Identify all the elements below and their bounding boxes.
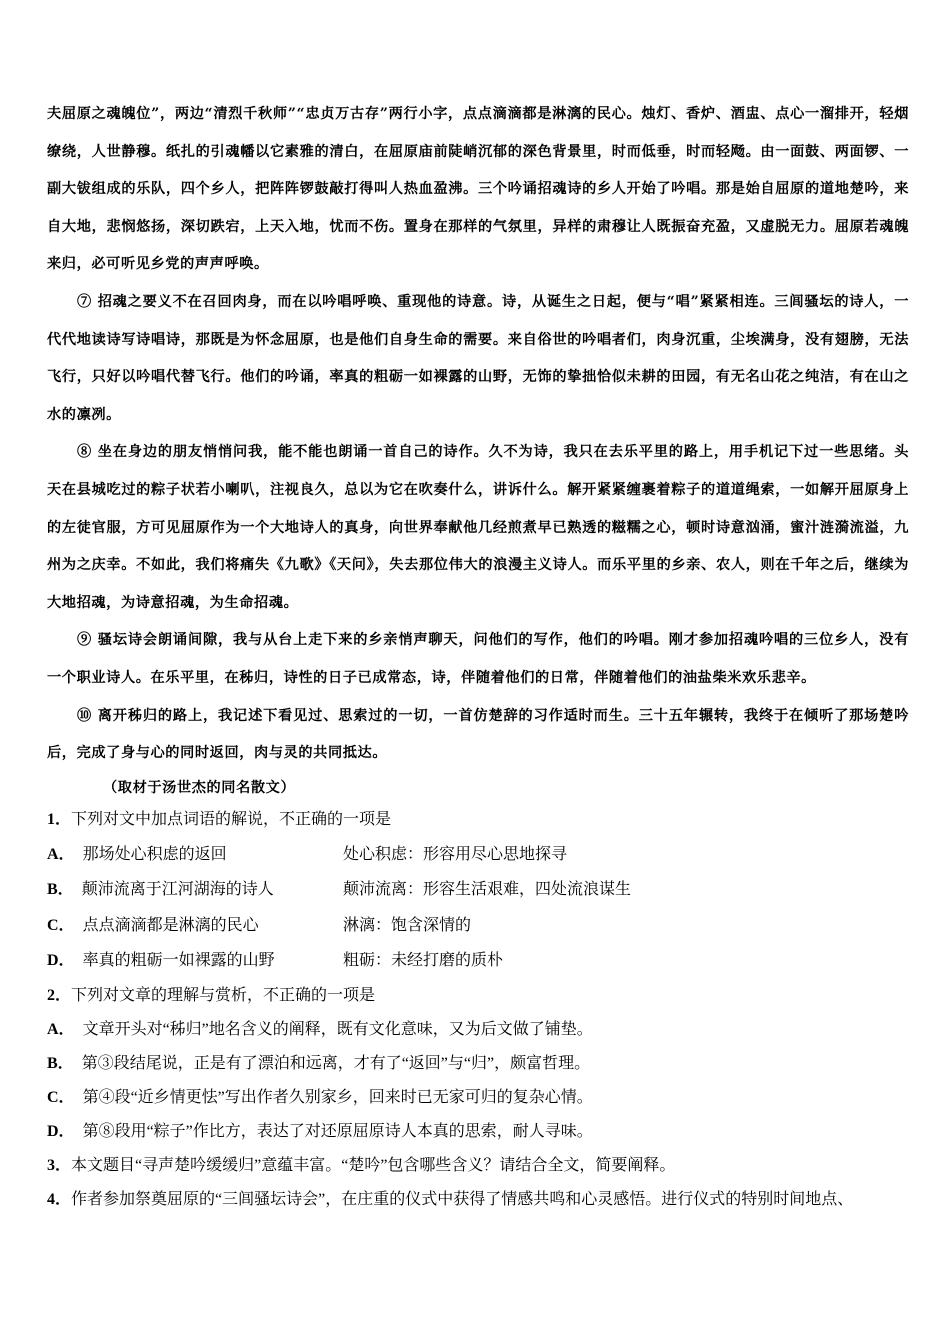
exam-page [47,96,909,1217]
option-explanation: 颠沛流离：形容生活艰难，四处流浪谋生 [343,881,632,899]
essay-text [47,96,909,773]
option-row [47,1013,909,1047]
option-text: 点点滴滴都是淋漓的民心 [82,916,259,934]
option-explanation: 粗砺：未经打磨的质朴 [343,952,504,970]
option-letter: D． [47,952,75,970]
option-letter: A． [47,845,75,863]
option-text: 第④段“近乡情更怯”写出作者久别家乡，回来时已无家可归的复杂心情。 [82,1088,593,1106]
option-text: 第⑧段用“粽子”作比方，表达了对还原屈原诗人本真的思索，耐人寻味。 [82,1122,593,1140]
option-letter: D． [47,1122,75,1140]
option-text: 那场处心积虑的返回 [82,845,227,863]
essay-paragraph-8: ⑧ 坐在身边的朋友悄悄问我，能不能也朗诵一首自己的诗作。久不为诗，我只在去乐平里的路上，用手机记下过一些思绪。头天在县城吃过的粽子状若小喇叭，注视良久，总以为它在吹奏什么，讲诉什么。解开紧紧缠裹着粽子的道道绳索，一如解开屈原身上的左徒官服，方可见屈原作为一个大地诗人的真身，向世界奉献他几经煎煮早已熟透的糍糯之心，顿时诗意汹涌，蜜汁涟漪流溢，九州为之庆幸。不如此，我们将痛失《九歌》《天问》，失去那位伟大的浪漫主义诗人。而乐平里的乡亲、农人，则在千年之后，继续为大地招魂，为诗意招魂，为生命招魂。 [47,444,909,611]
question-stem [47,803,909,837]
option-text: 文章开头对“秭归”地名含义的阐释，既有文化意味，又为后文做了铺垫。 [82,1020,593,1038]
essay-source: （取材于汤世杰的同名散文） [103,779,296,796]
question-number: 3． [47,1156,72,1174]
option-row [47,943,909,979]
option-text: 颠沛流离于江河湖海的诗人 [81,881,274,899]
option-row [47,1115,909,1149]
question-text: 下列对文中加点词语的解说，不正确的一项是 [71,810,392,828]
question-text: 作者参加祭奠屈原的“三闾骚坛诗会”，在庄重的仪式中获得了情感共鸣和心灵感悟。进行仪式的特别时间地点、 [71,1190,854,1208]
question-number: 2． [47,986,72,1004]
option-letter: A． [47,1020,75,1038]
option-text: 第③段结尾说，正是有了漂泊和远离，才有了“返回”与“归”，颇富哲理。 [81,1054,591,1072]
option-explanation: 处心积虑：形容用尽心思地探寻 [343,845,568,863]
option-text: 率真的粗砺一如裸露的山野 [82,952,275,970]
question-number: 1． [47,810,72,828]
question-3 [47,1149,909,1183]
option-explanation: 淋漓：饱含深情的 [343,916,472,934]
option-row [47,908,909,944]
option-row [47,872,909,908]
question-1 [47,803,909,979]
essay-paragraph-7: ⑦ 招魂之要义不在召回肉身，而在以吟唱呼唤、重现他的诗意。诗，从诞生之日起，便与“唱”紧紧相连。三闾骚坛的诗人，一代代地读诗写诗唱诗，那既是为怀念屈原，也是他们自身生命的需要。来自俗世的吟唱者们，肉身沉重，尘埃满身，没有翅膀，无法飞行，只好以吟唱代替飞行。他们的吟诵，率真的粗砺一如裸露的山野，无饰的挚拙恰似未耕的田园，有无名山花之纯洁，有在山之水的凛冽。 [47,293,909,423]
question-2 [47,979,909,1149]
question-text: 下列对文章的理解与赏析，不正确的一项是 [71,986,376,1004]
option-row [47,837,909,873]
option-letter: B． [47,881,74,899]
option-letter: B． [47,1054,74,1072]
question-text: 本文题目“寻声楚吟缓缓归”意蕴丰富。“楚吟”包含哪些含义？请结合全文，简要阐释。 [71,1156,676,1174]
question-4 [47,1183,909,1217]
essay-paragraph-10: ⑩ 离开秭归的路上，我记述下看见过、思索过的一切，一首仿楚辞的习作适时而生。三十五年辗转，我终于在倾听了那场楚吟后，完成了身与心的同时返回，肉与灵的共同抵达。 [47,707,909,762]
option-row [47,1081,909,1115]
question-stem [47,979,909,1013]
question-number: 4． [47,1190,72,1208]
essay-paragraph-continued: 夫屈原之魂魄位”，两边“清烈千秋师”“忠贞万古存”两行小字，点点滴滴都是淋漓的民心。烛灯、香炉、酒盅、点心一溜排开，轻烟缭绕，人世静穆。纸扎的引魂幡以它素雅的清白，在屈原庙前陡峭沉郁的深色背景里，时而低垂，时而轻飏。由一面鼓、两面锣、一副大钹组成的乐队，四个乡人，把阵阵锣鼓敲打得叫人热血盈沸。三个吟诵招魂诗的乡人开始了吟唱。那是始自屈原的道地楚吟，来自大地，悲悯悠扬，深切跌宕，上天入地，忧而不伤。置身在那样的气氛里，异样的肃穆让人既振奋充盈，又虚脱无力。屈原若魂魄来归，必可听见乡党的声声呼唤。 [47,106,909,273]
essay-paragraph-9: ⑨ 骚坛诗会朗诵间隙，我与从台上走下来的乡亲悄声聊天，问他们的写作，他们的吟唱。刚才参加招魂吟唱的三位乡人，没有一个职业诗人。在乐平里，在秭归，诗性的日子已成常态，诗，伴随着他们的日常，伴随着他们的油盐柴米欢乐悲辛。 [47,632,909,686]
option-letter: C． [47,916,75,934]
option-row [47,1047,909,1081]
option-letter: C． [47,1088,75,1106]
